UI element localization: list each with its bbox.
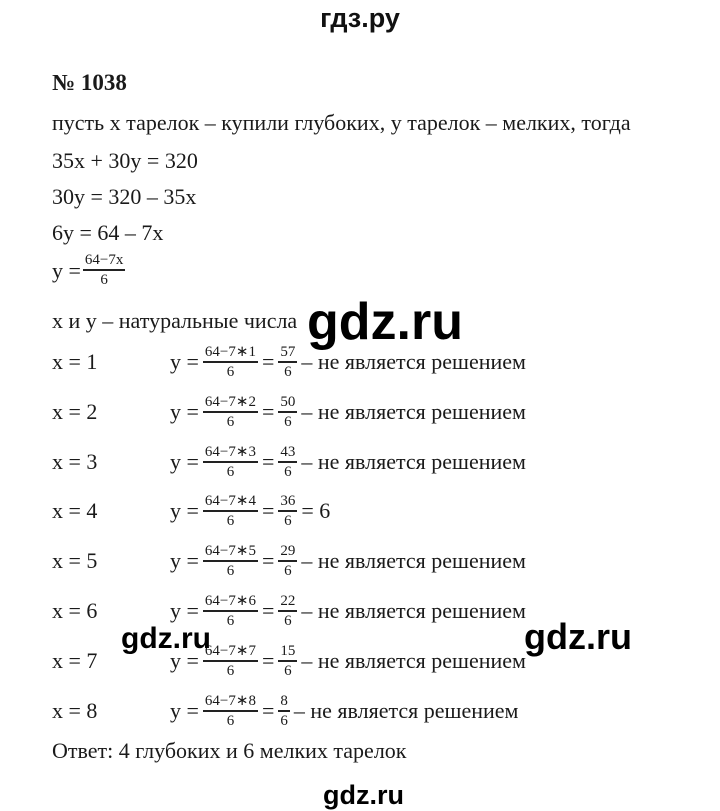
x-value: x = 6 (52, 598, 98, 623)
fraction: $\frac{64-7∗3}{6}$ (204, 443, 256, 480)
condition-text: x и y – натуральные числа (52, 308, 298, 333)
x-value: x = 3 (52, 449, 98, 474)
site-header: гдз.ру (320, 3, 400, 33)
fraction: $\frac{64-7∗7}{6}$ (204, 642, 256, 679)
not-solution-text: – не является решением (301, 548, 526, 573)
fraction: $\frac{64-7∗2}{6}$ (204, 393, 256, 430)
not-solution-text: – не является решением (301, 598, 526, 623)
not-solution-text: – не является решением (301, 349, 526, 374)
fraction-result: $\frac{57}{6}$ (280, 343, 296, 380)
y-expression: y = $\frac{64-7∗8}{6}$ = $\frac{8}{6}$ – не является решением (170, 692, 519, 729)
y-expression: y = $\frac{64-7∗1}{6}$ = $\frac{57}{6}$ – не является решением (170, 343, 526, 380)
watermark: gdz.ru (524, 616, 632, 657)
x-value: x = 8 (52, 698, 98, 723)
watermark: gdz.ru (307, 293, 463, 351)
fraction: $\frac{64-7∗5}{6}$ (204, 542, 256, 579)
fraction-result: $\frac{8}{6}$ (280, 692, 288, 729)
x-value: x = 4 (52, 498, 98, 523)
equation-4 (52, 252, 127, 289)
y-expression: y = $\frac{64-7∗3}{6}$ = $\frac{43}{6}$ – не является решением (170, 443, 526, 480)
fraction: $\frac{64-7∗8}{6}$ (204, 692, 256, 729)
x-value: x = 2 (52, 399, 98, 424)
fraction-result: $\frac{15}{6}$ (280, 642, 296, 679)
y-expression: y = $\frac{64-7∗4}{6}$ = $\frac{36}{6}$ = 6 (170, 492, 331, 529)
fraction-result: $\frac{22}{6}$ (280, 592, 296, 629)
not-solution-text: – не является решением (293, 698, 519, 723)
fraction: $\frac{64-7∗4}{6}$ (204, 492, 256, 529)
equation-2: 30y = 320 – 35x (52, 184, 197, 209)
fraction: $\frac{64-7x}{6}$ (84, 252, 124, 288)
fraction-result: $\frac{50}{6}$ (280, 393, 296, 430)
fraction-result: $\frac{29}{6}$ (280, 542, 296, 579)
x-value: x = 7 (52, 648, 98, 673)
y-expression: y = $\frac{64-7∗2}{6}$ = $\frac{50}{6}$ – не является решением (170, 393, 526, 430)
x-value: x = 1 (52, 349, 98, 374)
equation-4-lhs: y = (52, 257, 81, 283)
not-solution-text: – не является решением (301, 648, 526, 673)
y-expression: y = $\frac{64-7∗7}{6}$ = $\frac{15}{6}$ – не является решением (170, 642, 526, 679)
fraction-result: $\frac{36}{6}$ (280, 492, 296, 529)
y-expression: y = $\frac{64-7∗6}{6}$ = $\frac{22}{6}$ – не является решением (170, 592, 526, 629)
solution-value: = 6 (301, 498, 331, 523)
problem-number: № 1038 (52, 70, 127, 95)
fraction: $\frac{64-7∗6}{6}$ (204, 592, 256, 629)
fraction-result: $\frac{43}{6}$ (280, 443, 296, 480)
intro-text: пусть x тарелок – купили глубоких, y тарелок – мелких, тогда (52, 110, 631, 135)
equation-3: 6y = 64 – 7x (52, 220, 164, 245)
equation-1: 35x + 30y = 320 (52, 148, 198, 173)
watermark: gdz.ru (121, 622, 211, 655)
fraction: $\frac{64-7∗1}{6}$ (204, 343, 256, 380)
not-solution-text: – не является решением (301, 449, 526, 474)
x-value: x = 5 (52, 548, 98, 573)
y-expression: y = $\frac{64-7∗5}{6}$ = $\frac{29}{6}$ – не является решением (170, 542, 526, 579)
watermark: gdz.ru (323, 780, 404, 810)
not-solution-text: – не является решением (301, 399, 526, 424)
answer-text: Ответ: 4 глубоких и 6 мелких тарелок (52, 738, 407, 763)
